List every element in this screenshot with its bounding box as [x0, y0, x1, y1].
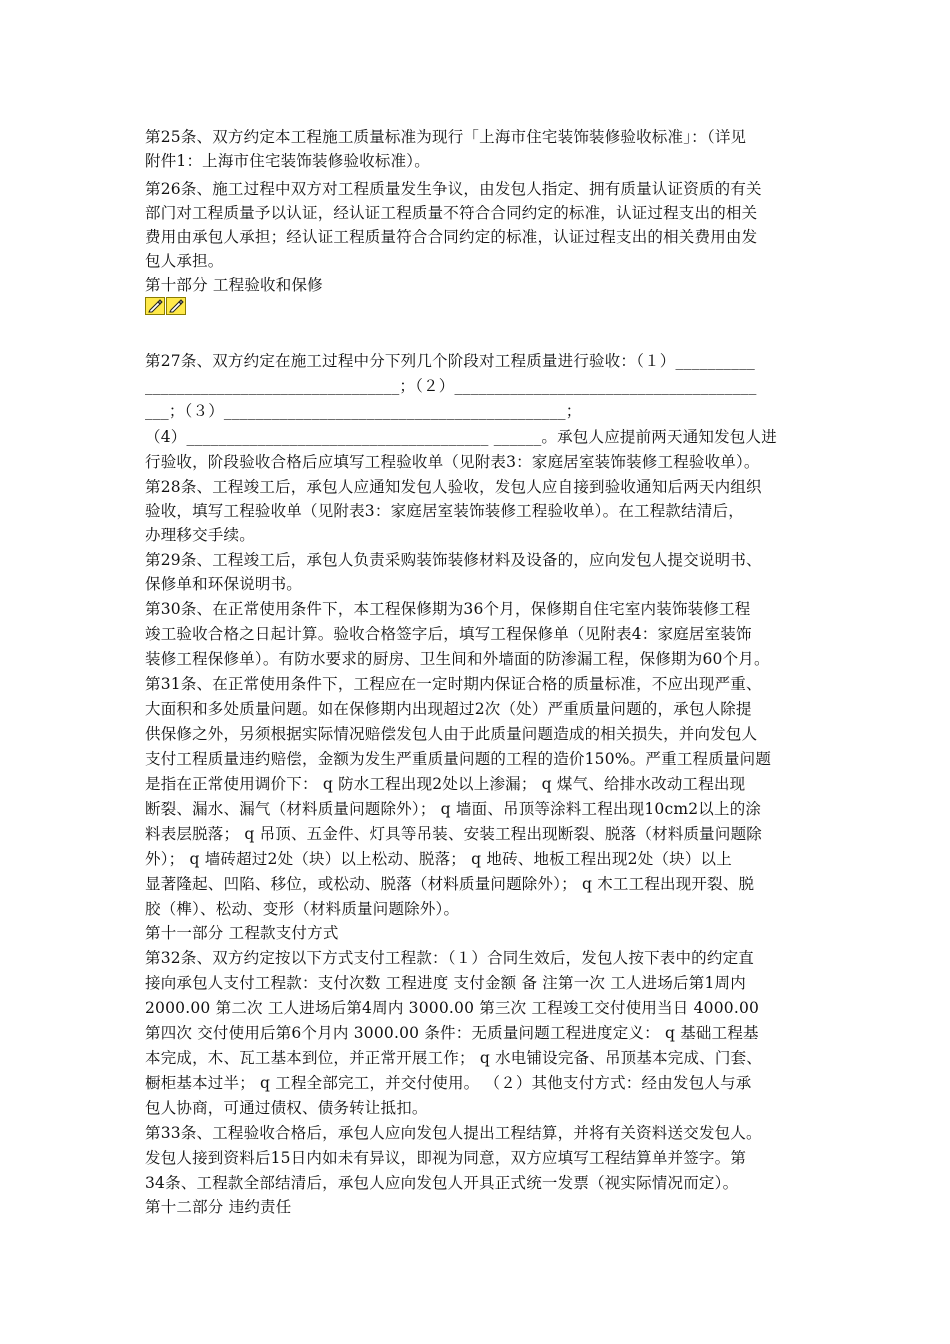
text-line: 装修工程保修单）。有防水要求的厨房、卫生间和外墙面的防渗漏工程，保修期为60个月。	[145, 650, 770, 668]
pencil-icon	[166, 297, 186, 315]
text-line: 本完成，木、瓦工基本到位，并正常开展工作； q 水电铺设完备、吊顶基本完成、门套、	[145, 1049, 762, 1067]
text-line: 部门对工程质量予以认证，经认证工程质量不符合合同约定的标准，认证过程支出的相关	[145, 204, 758, 222]
text-line: 供保修之外，另须根据实际情况赔偿发包人由于此质量问题造成的相关损失，并向发包人	[145, 725, 758, 743]
section-heading: 第十一部分 工程款支付方式	[145, 924, 339, 942]
text-line: 竣工验收合格之日起计算。验收合格签字后，填写工程保修单（见附表4：家庭居室装饰	[145, 625, 752, 643]
text-line: 办理移交手续。	[145, 526, 255, 544]
text-line: 第30条、在正常使用条件下，本工程保修期为36个月，保修期自住宅室内装饰装修工程	[145, 600, 751, 618]
text-line: 外）； q 墙砖超过2处（块）以上松动、脱落； q 地砖、地板工程出现2处（块）以上	[145, 850, 732, 868]
text-line: 断裂、漏水、漏气（材料质量问题除外）； q 墙面、吊顶等涂料工程出现10cm2以上的涂	[145, 800, 762, 818]
pencil-icon	[145, 297, 165, 315]
text-line: ___；（３）___________________________________________；	[145, 402, 582, 420]
text-line: 2000.00 第二次 工人进场后第4周内 3000.00 第三次 工程竣工交付使用当日 4000.00	[145, 999, 760, 1017]
text-line: 第26条、施工过程中双方对工程质量发生争议，由发包人指定、拥有质量认证资质的有关	[145, 180, 762, 198]
section-heading: 第十部分 工程验收和保修	[145, 276, 323, 294]
text-line: 保修单和环保说明书。	[145, 575, 303, 593]
text-line: 第33条、工程验收合格后，承包人应向发包人提出工程结算，并将有关资料送交发包人。	[145, 1124, 762, 1142]
text-line: 费用由承包人承担；经认证工程质量符合合同约定的标准，认证过程支出的相关费用由发	[145, 228, 758, 246]
text-line: 第27条、双方约定在施工过程中分下列几个阶段对工程质量进行验收：（１）__________	[145, 352, 755, 370]
text-line: 橱柜基本过半； q 工程全部完工，并交付使用。 （２）其他支付方式：经由发包人与承	[145, 1074, 752, 1092]
text-line: 大面积和多处质量问题。如在保修期内出现超过2次（处）严重质量问题的，承包人除提	[145, 700, 752, 718]
text-line: 包人协商，可通过债权、债务转让抵扣。	[145, 1099, 428, 1117]
text-line: 第28条、工程竣工后，承包人应通知发包人验收，发包人应自接到验收通知后两天内组织	[145, 478, 762, 496]
text-line: 附件1：上海市住宅装饰装修验收标准）。	[145, 152, 430, 170]
text-line: 第29条、工程竣工后，承包人负责采购装饰装修材料及设备的，应向发包人提交说明书、	[145, 551, 762, 569]
text-line: 第四次 交付使用后第6个月内 3000.00 条件：无质量问题工程进度定义： q 基础工程基	[145, 1024, 759, 1042]
text-line: 胶（榫）、松动、变形（材料质量问题除外）。	[145, 900, 460, 918]
text-line: ________________________________；（２）______________________________________	[145, 377, 757, 395]
text-line: 第25条、双方约定本工程施工质量标准为现行「上海市住宅装饰装修验收标准」：（详见	[145, 128, 747, 146]
text-line: 验收，填写工程验收单（见附表3：家庭居室装饰装修工程验收单）。在工程款结清后，	[145, 502, 744, 520]
text-line: 行验收，阶段验收合格后应填写工程验收单（见附表3：家庭居室装饰装修工程验收单）。	[145, 453, 760, 471]
text-line: 包人承担。	[145, 252, 224, 270]
text-line: 发包人接到资料后15日内如未有异议，即视为同意，双方应填写工程结算单并签字。第	[145, 1149, 747, 1167]
embedded-icons	[145, 297, 186, 315]
text-line: （4）______________________________________ ______。承包人应提前两天通知发包人进	[145, 428, 777, 446]
text-line: 是指在正常使用调价下： q 防水工程出现2处以上渗漏； q 煤气、给排水改动工程出现	[145, 775, 746, 793]
text-line: 接向承包人支付工程款：支付次数 工程进度 支付金额 备 注第一次 工人进场后第1周内	[145, 974, 746, 992]
text-line: 支付工程质量违约赔偿，金额为发生严重质量问题的工程的造价150%。严重工程质量问题	[145, 750, 772, 768]
text-line: 显著隆起、凹陷、移位，或松动、脱落（材料质量问题除外）； q 木工工程出现开裂、脱	[145, 875, 755, 893]
text-line: 第31条、在正常使用条件下，工程应在一定时期内保证合格的质量标准，不应出现严重、	[145, 675, 762, 693]
text-line: 34条、工程款全部结清后，承包人应向发包人开具正式统一发票（视实际情况而定）。	[145, 1174, 739, 1192]
text-line: 第32条、双方约定按以下方式支付工程款：（１）合同生效后，发包人按下表中的约定直	[145, 949, 754, 967]
section-heading: 第十二部分 违约责任	[145, 1198, 292, 1216]
text-line: 料表层脱落； q 吊顶、五金件、灯具等吊装、安装工程出现断裂、脱落（材料质量问题除	[145, 825, 762, 843]
